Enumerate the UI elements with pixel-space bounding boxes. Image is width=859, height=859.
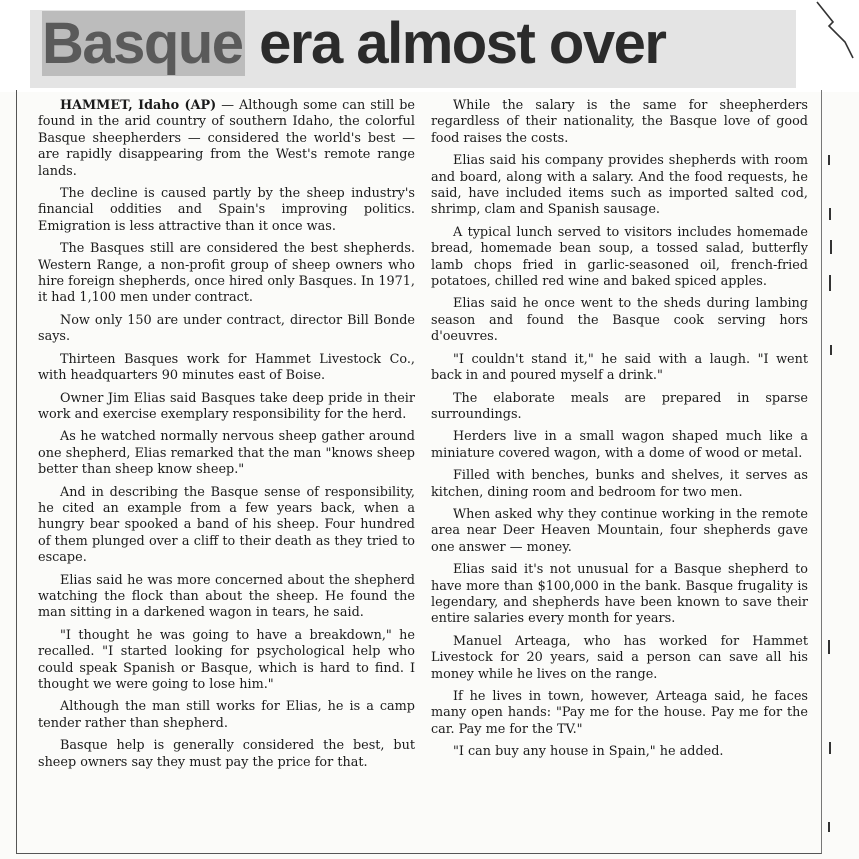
paragraph: While the salary is the same for sheepherders regardless of their nationality, the Basque love of good food raises the costs.: [431, 98, 808, 146]
corner-fold-line: [815, 0, 855, 60]
paragraph: When asked why they continue working in the remote area near Deer Heaven Mountain, four shepherds gave one answer — money.: [431, 506, 808, 555]
headline: [42, 0, 802, 92]
paragraph: Elias said his company provides shepherds with room and board, along with a salary. And the food requests, he said, have included items such as imported salted cod, shrimp, clam and Spanish sausage.: [431, 153, 808, 218]
paragraph: The decline is caused partly by the sheep industry's financial oddities and Spain's improving politics. Emigration is less attractive than it once was.: [38, 186, 415, 234]
paragraph: "I thought he was going to have a breakdown," he recalled. "I started looking for psychological help who could speak Spanish or Basque, which is hard to find. I thought we were going to lose him.": [38, 627, 415, 692]
margin-mark: [829, 208, 831, 220]
headline-highlighted-word: Basque: [42, 11, 243, 76]
margin-mark: [828, 822, 830, 832]
margin-mark: [828, 155, 830, 165]
margin-mark: [830, 240, 832, 254]
paragraph: Herders live in a small wagon shaped much like a miniature covered wagon, with a dome of wood or metal.: [431, 429, 808, 461]
paragraph: Elias said it's not unusual for a Basque shepherd to have more than $100,000 in the bank. Basque frugality is legendary, and shepherds have been known to save their entire salaries every month for years.: [431, 562, 808, 627]
headline-band: [0, 0, 859, 92]
dateline: HAMMET, Idaho (AP): [60, 98, 217, 113]
paragraph: If he lives in town, however, Arteaga said, he faces many open hands: "Pay me for the house. Pay me for the car. Pay me for the TV.": [431, 689, 808, 737]
paragraph: Elias said he was more concerned about the shepherd watching the flock than about the sheep. He found the man sitting in a darkened wagon in tears, he said.: [38, 572, 415, 621]
paragraph: And in describing the Basque sense of responsibility, he cited an example from a few years back, when a hungry bear spooked a band of his sheep. Four hundred of them plunged over a cliff to their death as they tried to escape.: [38, 484, 415, 566]
paragraph: Manuel Arteaga, who has worked for Hammet Livestock for 20 years, said a person can save all his money while he lives on the range.: [431, 633, 808, 682]
paragraph: "I couldn't stand it," he said with a laugh. "I went back in and poured myself a drink.": [431, 351, 808, 384]
margin-mark: [830, 345, 832, 355]
paragraph: As he watched normally nervous sheep gather around one shepherd, Elias remarked that the man "knows sheep better than sheep know sheep.": [38, 429, 415, 478]
paragraph: The elaborate meals are prepared in sparse surroundings.: [431, 390, 808, 422]
paragraph: The Basques still are considered the best shepherds. Western Range, a non-profit group of sheep owners who hire foreign shepherds, once hired only Basques. In 1971, it had 1,100 men under contract.: [38, 241, 415, 306]
left-column: [38, 98, 415, 777]
margin-mark: [829, 742, 831, 754]
paragraph: Owner Jim Elias said Basques take deep pride in their work and exercise exemplary responsibility for the herd.: [38, 390, 415, 422]
paragraph: A typical lunch served to visitors includes homemade bread, homemade bean soup, a tossed salad, butterfly lamb chops fried in garlic-seasoned oil, french-fried potatoes, chilled red wine and baked spiced apples.: [431, 224, 808, 290]
margin-mark: [829, 275, 831, 291]
paragraph: Although the man still works for Elias, he is a camp tender rather than shepherd.: [38, 699, 415, 731]
headline-rest: era almost over: [244, 11, 666, 76]
margin-mark: [828, 640, 830, 654]
paragraph: Filled with benches, bunks and shelves, it serves as kitchen, dining room and bedroom for two men.: [431, 468, 808, 500]
paragraph: Now only 150 are under contract, director Bill Bonde says.: [38, 312, 415, 345]
paragraph: HAMMET, Idaho (AP) — Although some can still be found in the arid country of southern Idaho, the colorful Basque sheepherders — considered the world's best — are rapidly disappearing from the West's remote range lands.: [38, 98, 415, 179]
paragraph: Thirteen Basques work for Hammet Livestock Co., with headquarters 90 minutes east of Boise.: [38, 351, 415, 384]
paragraph: Elias said he once went to the sheds during lambing season and found the Basque cook serving hors d'oeuvres.: [431, 296, 808, 345]
paragraph: Basque help is generally considered the best, but sheep owners say they must pay the price for that.: [38, 738, 415, 770]
paragraph: "I can buy any house in Spain," he added.: [453, 744, 724, 760]
right-column: [431, 98, 808, 767]
